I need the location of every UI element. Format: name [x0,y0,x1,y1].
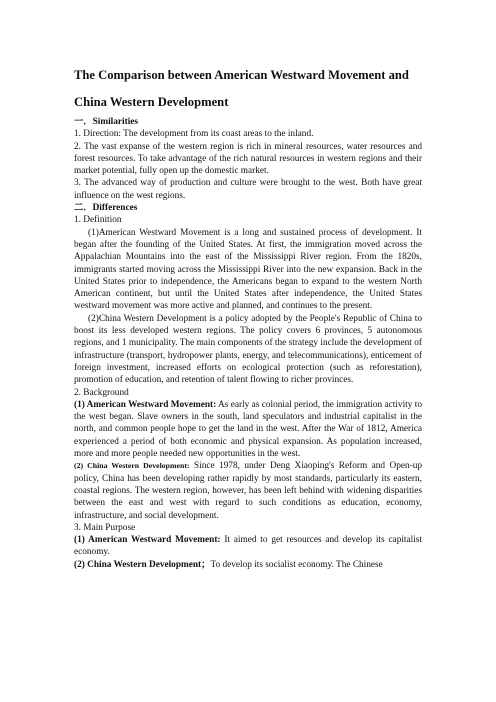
similarity-2: 2. The vast expanse of the western region is rich in mineral resources, water resources and forest resources. To take advantage of the rich natural resources in western regions and their market potential, fully open up the domestic market. [74,141,422,177]
similarity-1: 1. Direction: The development from its coast areas to the inland. [74,129,314,140]
similarity-3: 3. The advanced way of production and culture were brought to the west. Both have great influence on the west regions. [74,178,422,201]
background-heading: 2. Background [74,387,129,398]
main-purpose-american-text: It aimed to get resources and develop its capitalist economy. [74,535,422,558]
main-purpose-american-label: (1) American Westward Movement: [74,535,221,546]
definition-american: (1)American Westward Movement is a long and sustained process of development. It began after the founding of the United States. At first, the immigration moved across the Appalachian Mountains into the east of the Mississippi River region. From the 1820s, immigrants started moving across the Mississippi River into the new expansion. Back in the United States prior to independence, the Americans began to expand to the western North American continent, but until the United States after independence, the United States westward movement was more active and planned, and continues to the present. [74,227,422,312]
document-page [74,62,422,571]
main-purpose-china [74,559,422,571]
section-heading-differences: 二．Differences [74,203,138,214]
section-heading-similarities: 一．Similarities [74,117,139,127]
background-china-label: (2) China Western Development: [74,461,190,471]
background-american [74,399,422,460]
main-purpose-china-text: To develop its socialist economy. The Chinese [210,559,383,570]
definition-heading: 1. Definition [74,215,122,226]
document-title: The Comparison between American Westward Movement and China Western Development [74,68,409,109]
background-china-text: Since 1978, under Deng Xiaoping's Reform and Open-up policy, China has been developing rather rapidly by most standards, particularly its eastern, coastal regions. The western region, however, has been left behind with widening disparities between the east and west with regard to such conditions as education, economy, infrastructure, and social development. [74,461,423,521]
background-american-text: As early as colonial period, the immigration activity to the west began. Slave owners in the south, land speculators and industrial capitalist in the north, and common people hope to get the land in the west. After the War of 1812, America experienced a period of both economic and physical expansion. As population increased, more and more people needed new opportunities in the west. [74,399,422,460]
main-purpose-american [74,534,422,559]
main-purpose-china-label: (2) China Western Development； [74,559,211,570]
main-purpose-heading: 3. Main Purpose [74,522,136,533]
background-american-label: (1) American Westward Movement: [74,399,217,410]
background-china [74,460,422,521]
definition-china: (2)China Western Development is a policy adopted by the People's Republic of China to boost its less developed western regions. The policy covers 6 provinces, 5 autonomous regions, and 1 municipality. The main components of the strategy include the development of infrastructure (transport, hydropower plants, energy, and telecommunications), enticement of foreign investment, increased efforts on ecological protection (such as reforestation), promotion of education, and retention of talent flowing to richer provinces. [74,313,422,386]
